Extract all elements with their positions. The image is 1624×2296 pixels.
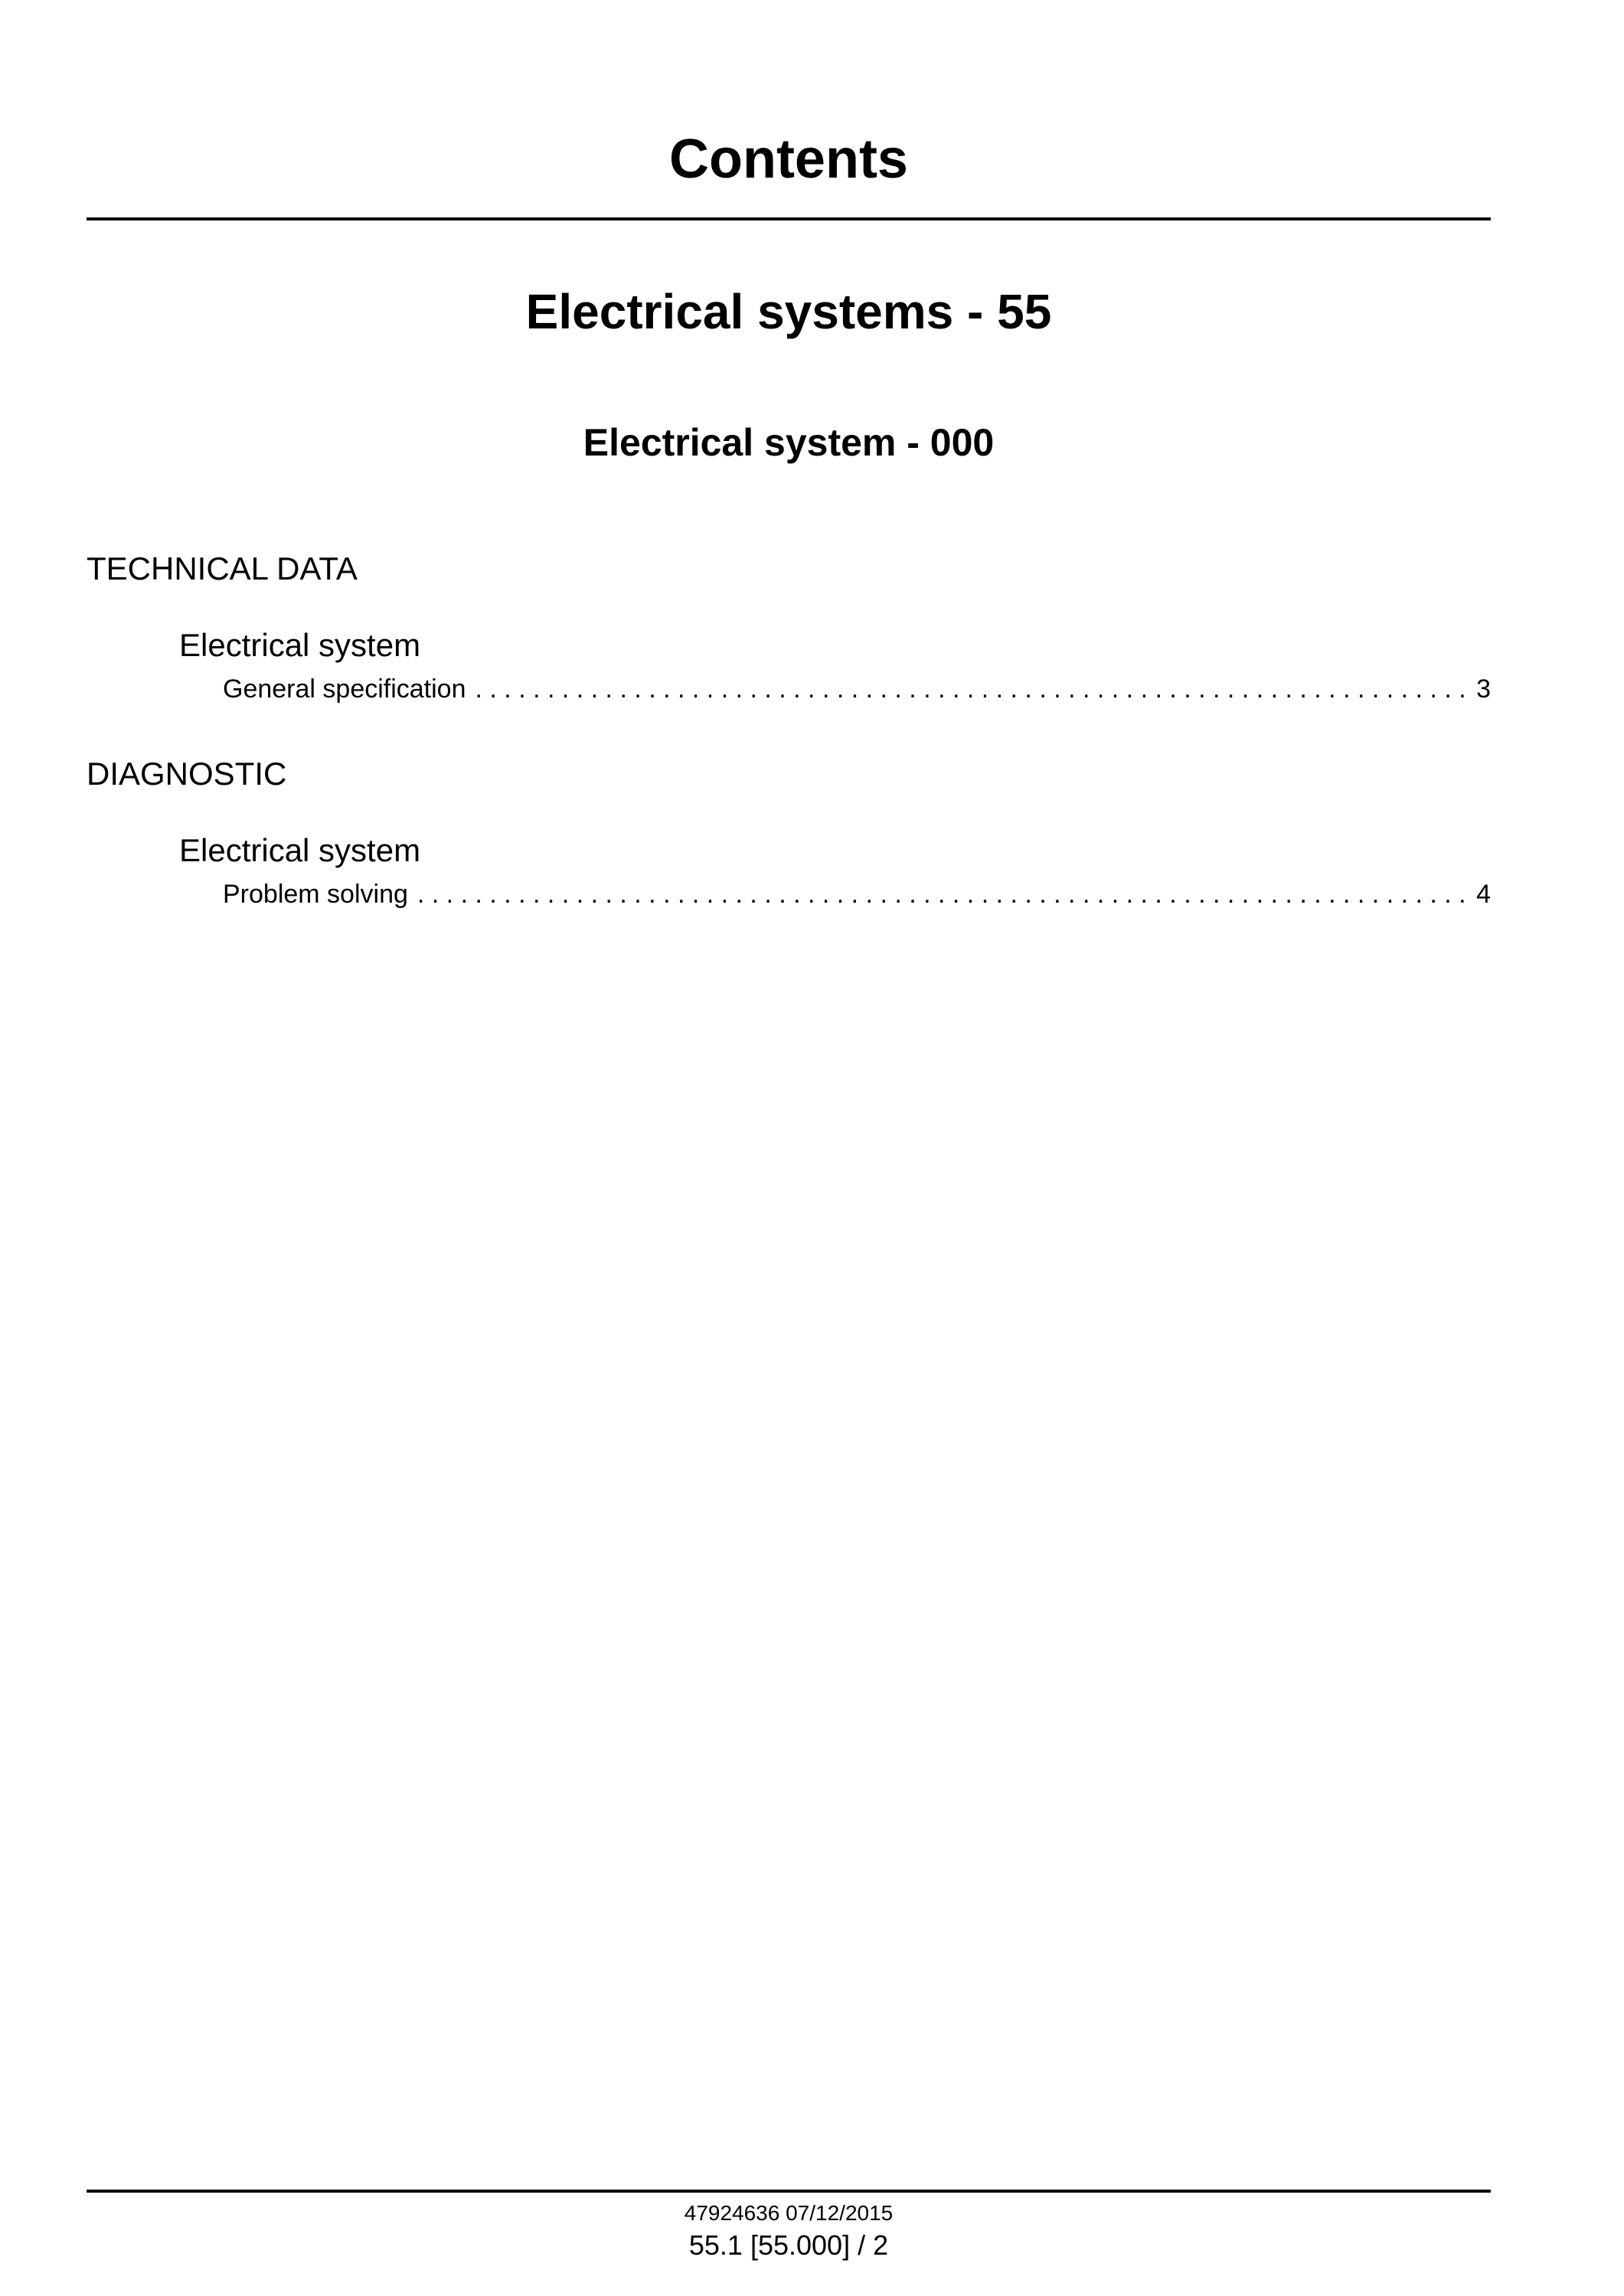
- page-title: Contents: [669, 129, 908, 190]
- category-heading-diagnostic: DIAGNOSTIC: [87, 756, 287, 792]
- toc-entry-general-specification[interactable]: [223, 676, 1491, 702]
- footer-divider: [87, 2190, 1491, 2193]
- toc-entry-label: General specification: [223, 674, 466, 704]
- title-divider: [87, 217, 1491, 220]
- footer-document-reference: 47924636 07/12/2015: [684, 2201, 894, 2225]
- group-title-electrical-system: Electrical system: [179, 832, 421, 868]
- toc-dot-leader: [475, 676, 1468, 702]
- chapter-title: Electrical systems - 55: [525, 284, 1052, 339]
- toc-entry-page-number: 4: [1476, 880, 1491, 909]
- section-title: Electrical system - 000: [583, 421, 995, 464]
- toc-entry-page-number: 3: [1476, 674, 1491, 704]
- toc-entry-problem-solving[interactable]: [223, 881, 1491, 907]
- footer-page-reference: 55.1 [55.000] / 2: [688, 2229, 889, 2261]
- group-title-electrical-system: Electrical system: [179, 627, 421, 663]
- toc-dot-leader: [417, 881, 1467, 907]
- toc-entry-label: Problem solving: [223, 880, 408, 909]
- category-heading-technical-data: TECHNICAL DATA: [87, 550, 358, 586]
